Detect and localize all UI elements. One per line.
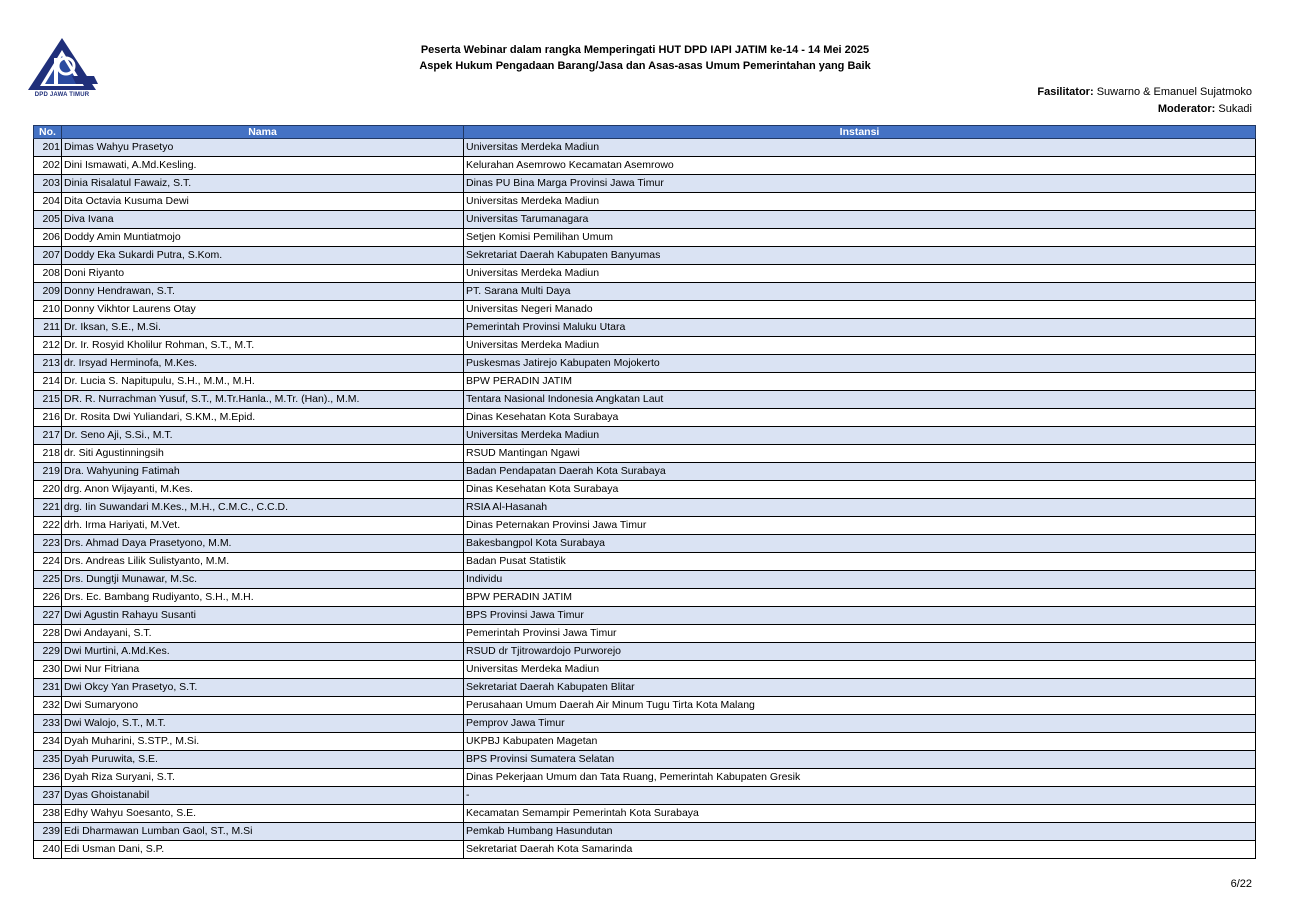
cell-nama: Dwi Nur Fitriana — [62, 661, 464, 679]
cell-instansi: Dinas PU Bina Marga Provinsi Jawa Timur — [464, 175, 1256, 193]
cell-nama: Dita Octavia Kusuma Dewi — [62, 193, 464, 211]
cell-nama: Dwi Murtini, A.Md.Kes. — [62, 643, 464, 661]
table-row — [34, 445, 1256, 463]
cell-nama: Dr. Seno Aji, S.Si., M.T. — [62, 427, 464, 445]
cell-nama: dr. Siti Agustinningsih — [62, 445, 464, 463]
cell-instansi: Dinas Peternakan Provinsi Jawa Timur — [464, 517, 1256, 535]
cell-no: 202 — [34, 157, 62, 175]
table-row — [34, 409, 1256, 427]
cell-no: 238 — [34, 805, 62, 823]
cell-instansi: Setjen Komisi Pemilihan Umum — [464, 229, 1256, 247]
cell-nama: Dwi Walojo, S.T., M.T. — [62, 715, 464, 733]
cell-no: 203 — [34, 175, 62, 193]
cell-nama: Drs. Ec. Bambang Rudiyanto, S.H., M.H. — [62, 589, 464, 607]
cell-no: 205 — [34, 211, 62, 229]
table-row — [34, 661, 1256, 679]
cell-no: 207 — [34, 247, 62, 265]
table-row — [34, 391, 1256, 409]
moderator-label: Moderator: — [1157, 103, 1216, 115]
column-header-instansi: Instansi — [464, 126, 1256, 139]
cell-nama: Dr. Iksan, S.E., M.Si. — [62, 319, 464, 337]
table-row — [34, 193, 1256, 211]
cell-no: 201 — [34, 139, 62, 157]
title-line-1: Peserta Webinar dalam rangka Memperingati HUT DPD IAPI JATIM ke-14 - 14 Mei 2025 — [420, 44, 870, 56]
cell-instansi: BPS Provinsi Sumatera Selatan — [464, 751, 1256, 769]
table-row — [34, 841, 1256, 859]
cell-nama: Dyah Puruwita, S.E. — [62, 751, 464, 769]
cell-nama: Dimas Wahyu Prasetyo — [62, 139, 464, 157]
table-row — [34, 373, 1256, 391]
cell-nama: Dwi Agustin Rahayu Susanti — [62, 607, 464, 625]
cell-no: 218 — [34, 445, 62, 463]
table-row — [34, 805, 1256, 823]
facilitator-line — [1037, 84, 1252, 101]
cell-instansi: Universitas Merdeka Madiun — [464, 661, 1256, 679]
cell-no: 224 — [34, 553, 62, 571]
cell-instansi: Dinas Kesehatan Kota Surabaya — [464, 481, 1256, 499]
table-row — [34, 697, 1256, 715]
table-row — [34, 265, 1256, 283]
table-row — [34, 571, 1256, 589]
cell-instansi: Tentara Nasional Indonesia Angkatan Laut — [464, 391, 1256, 409]
cell-nama: Donny Hendrawan, S.T. — [62, 283, 464, 301]
cell-nama: dr. Irsyad Herminofa, M.Kes. — [62, 355, 464, 373]
cell-no: 220 — [34, 481, 62, 499]
cell-instansi: Perusahaan Umum Daerah Air Minum Tugu Tirta Kota Malang — [464, 697, 1256, 715]
cell-no: 206 — [34, 229, 62, 247]
cell-instansi: Universitas Merdeka Madiun — [464, 193, 1256, 211]
cell-no: 233 — [34, 715, 62, 733]
cell-instansi: Kelurahan Asemrowo Kecamatan Asemrowo — [464, 157, 1256, 175]
table-row — [34, 283, 1256, 301]
table-row — [34, 517, 1256, 535]
document-title — [0, 42, 1290, 74]
cell-instansi: Universitas Merdeka Madiun — [464, 337, 1256, 355]
table-row — [34, 229, 1256, 247]
cell-no: 227 — [34, 607, 62, 625]
cell-instansi: Pemkab Humbang Hasundutan — [464, 823, 1256, 841]
cell-no: 216 — [34, 409, 62, 427]
cell-instansi: BPS Provinsi Jawa Timur — [464, 607, 1256, 625]
cell-instansi: Universitas Merdeka Madiun — [464, 265, 1256, 283]
cell-nama: Edhy Wahyu Soesanto, S.E. — [62, 805, 464, 823]
facilitator-value: Suwarno & Emanuel Sujatmoko — [1096, 86, 1252, 98]
cell-no: 214 — [34, 373, 62, 391]
table-row — [34, 211, 1256, 229]
cell-nama: Dr. Rosita Dwi Yuliandari, S.KM., M.Epid. — [62, 409, 464, 427]
page-number: 6/22 — [1230, 878, 1252, 890]
cell-instansi: Badan Pusat Statistik — [464, 553, 1256, 571]
cell-nama: Doddy Amin Muntiatmojo — [62, 229, 464, 247]
cell-nama: Dwi Okcy Yan Prasetyo, S.T. — [62, 679, 464, 697]
table-row — [34, 535, 1256, 553]
cell-instansi: RSUD dr Tjitrowardojo Purworejo — [464, 643, 1256, 661]
table-body — [34, 139, 1256, 859]
cell-no: 225 — [34, 571, 62, 589]
cell-no: 222 — [34, 517, 62, 535]
table-row — [34, 787, 1256, 805]
cell-no: 221 — [34, 499, 62, 517]
facilitator-label: Fasilitator: — [1037, 86, 1094, 98]
cell-no: 212 — [34, 337, 62, 355]
cell-instansi: RSIA Al-Hasanah — [464, 499, 1256, 517]
cell-instansi: Badan Pendapatan Daerah Kota Surabaya — [464, 463, 1256, 481]
session-meta — [1037, 84, 1252, 118]
cell-instansi: BPW PERADIN JATIM — [464, 589, 1256, 607]
cell-instansi: Universitas Merdeka Madiun — [464, 427, 1256, 445]
table-row — [34, 355, 1256, 373]
cell-nama: Doni Riyanto — [62, 265, 464, 283]
table-row — [34, 715, 1256, 733]
cell-no: 231 — [34, 679, 62, 697]
cell-nama: Donny Vikhtor Laurens Otay — [62, 301, 464, 319]
cell-instansi: Sekretariat Daerah Kota Samarinda — [464, 841, 1256, 859]
cell-no: 230 — [34, 661, 62, 679]
moderator-value: Sukadi — [1218, 103, 1252, 115]
cell-no: 209 — [34, 283, 62, 301]
cell-nama: Dwi Andayani, S.T. — [62, 625, 464, 643]
cell-instansi: Puskesmas Jatirejo Kabupaten Mojokerto — [464, 355, 1256, 373]
participant-table — [33, 125, 1256, 859]
moderator-line — [1037, 101, 1252, 118]
cell-no: 217 — [34, 427, 62, 445]
table-row — [34, 427, 1256, 445]
cell-nama: drg. Iin Suwandari M.Kes., M.H., C.M.C., C.C.D. — [62, 499, 464, 517]
table-row — [34, 679, 1256, 697]
cell-instansi: Universitas Negeri Manado — [464, 301, 1256, 319]
cell-no: 235 — [34, 751, 62, 769]
cell-nama: Edi Dharmawan Lumban Gaol, ST., M.Si — [62, 823, 464, 841]
table-row — [34, 301, 1256, 319]
table-row — [34, 175, 1256, 193]
cell-nama: Drs. Dungtji Munawar, M.Sc. — [62, 571, 464, 589]
cell-instansi: PT. Sarana Multi Daya — [464, 283, 1256, 301]
cell-nama: Dinia Risalatul Fawaiz, S.T. — [62, 175, 464, 193]
cell-nama: drg. Anon Wijayanti, M.Kes. — [62, 481, 464, 499]
cell-no: 232 — [34, 697, 62, 715]
cell-no: 204 — [34, 193, 62, 211]
cell-nama: Dr. Lucia S. Napitupulu, S.H., M.M., M.H. — [62, 373, 464, 391]
cell-no: 229 — [34, 643, 62, 661]
title-line-2: Aspek Hukum Pengadaan Barang/Jasa dan Asas-asas Umum Pemerintahan yang Baik — [419, 60, 871, 72]
cell-nama: Dra. Wahyuning Fatimah — [62, 463, 464, 481]
cell-nama: Dr. Ir. Rosyid Kholilur Rohman, S.T., M.T. — [62, 337, 464, 355]
cell-no: 237 — [34, 787, 62, 805]
cell-no: 210 — [34, 301, 62, 319]
cell-no: 223 — [34, 535, 62, 553]
table-header-row — [34, 126, 1256, 139]
cell-instansi: RSUD Mantingan Ngawi — [464, 445, 1256, 463]
table-row — [34, 139, 1256, 157]
table-row — [34, 157, 1256, 175]
table-row — [34, 823, 1256, 841]
cell-no: 236 — [34, 769, 62, 787]
cell-instansi: Universitas Merdeka Madiun — [464, 139, 1256, 157]
cell-instansi: Dinas Pekerjaan Umum dan Tata Ruang, Pemerintah Kabupaten Gresik — [464, 769, 1256, 787]
cell-no: 219 — [34, 463, 62, 481]
table-row — [34, 625, 1256, 643]
logo-caption: DPD JAWA TIMUR — [34, 92, 90, 98]
table-row — [34, 607, 1256, 625]
cell-instansi: Universitas Tarumanagara — [464, 211, 1256, 229]
table-row — [34, 337, 1256, 355]
table-row — [34, 481, 1256, 499]
cell-nama: Drs. Andreas Lilik Sulistyanto, M.M. — [62, 553, 464, 571]
cell-nama: Dyah Riza Suryani, S.T. — [62, 769, 464, 787]
cell-nama: Edi Usman Dani, S.P. — [62, 841, 464, 859]
cell-instansi: Sekretariat Daerah Kabupaten Banyumas — [464, 247, 1256, 265]
cell-nama: Doddy Eka Sukardi Putra, S.Kom. — [62, 247, 464, 265]
cell-instansi: Sekretariat Daerah Kabupaten Blitar — [464, 679, 1256, 697]
cell-no: 213 — [34, 355, 62, 373]
table-row — [34, 499, 1256, 517]
cell-nama: Drs. Ahmad Daya Prasetyono, M.M. — [62, 535, 464, 553]
cell-no: 240 — [34, 841, 62, 859]
cell-no: 234 — [34, 733, 62, 751]
cell-instansi: Pemerintah Provinsi Maluku Utara — [464, 319, 1256, 337]
cell-no: 226 — [34, 589, 62, 607]
table-row — [34, 463, 1256, 481]
cell-instansi: - — [464, 787, 1256, 805]
table-row — [34, 769, 1256, 787]
cell-nama: Dini Ismawati, A.Md.Kesling. — [62, 157, 464, 175]
cell-instansi: Bakesbangpol Kota Surabaya — [464, 535, 1256, 553]
table-row — [34, 751, 1256, 769]
cell-no: 215 — [34, 391, 62, 409]
table-row — [34, 319, 1256, 337]
cell-instansi: BPW PERADIN JATIM — [464, 373, 1256, 391]
cell-instansi: Pemerintah Provinsi Jawa Timur — [464, 625, 1256, 643]
column-header-nama: Nama — [62, 126, 464, 139]
table-row — [34, 643, 1256, 661]
cell-no: 211 — [34, 319, 62, 337]
cell-instansi: Pemprov Jawa Timur — [464, 715, 1256, 733]
cell-no: 208 — [34, 265, 62, 283]
cell-nama: Dwi Sumaryono — [62, 697, 464, 715]
cell-nama: Dyas Ghoistanabil — [62, 787, 464, 805]
cell-nama: Dyah Muharini, S.STP., M.Si. — [62, 733, 464, 751]
cell-nama: DR. R. Nurrachman Yusuf, S.T., M.Tr.Hanla., M.Tr. (Han)., M.M. — [62, 391, 464, 409]
cell-instansi: Kecamatan Semampir Pemerintah Kota Surabaya — [464, 805, 1256, 823]
table-row — [34, 589, 1256, 607]
cell-instansi: Individu — [464, 571, 1256, 589]
cell-nama: Diva Ivana — [62, 211, 464, 229]
column-header-no: No. — [34, 126, 62, 139]
cell-nama: drh. Irma Hariyati, M.Vet. — [62, 517, 464, 535]
table-row — [34, 553, 1256, 571]
cell-no: 228 — [34, 625, 62, 643]
table-row — [34, 733, 1256, 751]
cell-no: 239 — [34, 823, 62, 841]
table-row — [34, 247, 1256, 265]
cell-instansi: Dinas Kesehatan Kota Surabaya — [464, 409, 1256, 427]
cell-instansi: UKPBJ Kabupaten Magetan — [464, 733, 1256, 751]
